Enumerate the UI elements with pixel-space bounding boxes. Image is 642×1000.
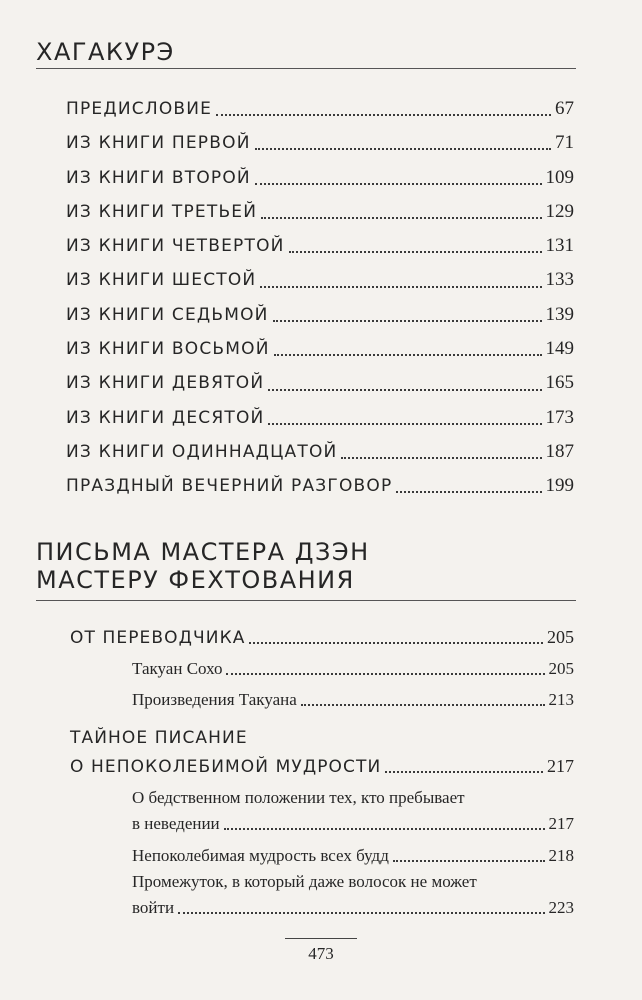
toc-subentry-line1[interactable]: Промежуток, в который даже волосок не может bbox=[132, 872, 477, 891]
page-number-rule bbox=[285, 938, 357, 939]
toc-entry[interactable] bbox=[66, 332, 574, 366]
toc-entry-secret[interactable] bbox=[70, 751, 574, 777]
leader-dots bbox=[260, 286, 541, 288]
toc-subentry[interactable] bbox=[132, 842, 574, 866]
section-rule bbox=[36, 68, 576, 69]
toc-entry-page: 129 bbox=[545, 200, 574, 222]
leader-dots bbox=[261, 217, 541, 219]
toc-entry-page: 133 bbox=[545, 269, 574, 291]
toc-subentry-line1[interactable]: О бедственном положении тех, кто пребывает bbox=[132, 788, 465, 807]
leader-dots bbox=[301, 704, 545, 706]
toc-entry[interactable] bbox=[66, 263, 574, 297]
toc-entry-page: 205 bbox=[547, 627, 574, 647]
toc-entry-title: ОТ ПЕРЕВОДЧИКА bbox=[70, 628, 246, 648]
toc-entry[interactable] bbox=[66, 161, 574, 195]
toc-entry-page: 149 bbox=[545, 338, 574, 360]
toc-entry-page: 131 bbox=[545, 235, 574, 257]
toc-entry-page: 139 bbox=[545, 303, 574, 325]
toc-subentry-page: 205 bbox=[548, 659, 574, 678]
toc-entry-page: 217 bbox=[547, 756, 574, 776]
toc-subentry-title: Такуан Сохо bbox=[132, 659, 223, 678]
toc-entry[interactable] bbox=[66, 469, 574, 503]
leader-dots bbox=[226, 673, 544, 675]
toc-entry[interactable] bbox=[66, 435, 574, 469]
toc-entry-page: 71 bbox=[555, 132, 574, 154]
leader-dots bbox=[255, 148, 551, 150]
toc-entry-title: ИЗ КНИГИ ШЕСТОЙ bbox=[66, 270, 257, 291]
leader-dots bbox=[268, 423, 541, 425]
toc-entry-title: ИЗ КНИГИ ДЕСЯТОЙ bbox=[66, 407, 265, 428]
leader-dots bbox=[255, 183, 542, 185]
toc-subentry-page: 223 bbox=[548, 898, 574, 917]
toc-subentry-title: войти bbox=[132, 898, 175, 917]
toc-entry-title: ИЗ КНИГИ ЧЕТВЕРТОЙ bbox=[66, 236, 285, 257]
toc-subentry-title: Непоколебимая мудрость всех будд bbox=[132, 846, 389, 865]
toc-entry-title: ИЗ КНИГИ ВТОРОЙ bbox=[66, 167, 251, 188]
toc-entry-page: 67 bbox=[555, 98, 574, 119]
toc-subentry[interactable] bbox=[132, 686, 574, 710]
toc-entry-page: 187 bbox=[545, 440, 574, 462]
toc-subentry-page: 217 bbox=[548, 814, 574, 833]
toc-subentry[interactable] bbox=[132, 810, 574, 834]
leader-dots bbox=[385, 771, 543, 773]
leader-dots bbox=[341, 457, 541, 459]
toc-entry[interactable] bbox=[66, 229, 574, 263]
toc-entry-title: ИЗ КНИГИ ДЕВЯТОЙ bbox=[66, 373, 265, 394]
leader-dots bbox=[249, 642, 543, 644]
leader-dots bbox=[224, 828, 545, 830]
section-title-hagakure: ХАГАКУРЭ bbox=[36, 38, 175, 66]
leader-dots bbox=[274, 354, 542, 356]
leader-dots bbox=[393, 860, 545, 862]
leader-dots bbox=[178, 912, 544, 914]
toc-entry-page: 199 bbox=[545, 475, 574, 497]
toc-subentry-title: в неведении bbox=[132, 814, 220, 833]
section-rule bbox=[36, 600, 576, 601]
toc-entry[interactable] bbox=[66, 92, 574, 126]
toc-entry[interactable] bbox=[66, 401, 574, 435]
toc-entry-page: 173 bbox=[545, 406, 574, 428]
page-number: 473 bbox=[308, 944, 334, 963]
toc-entry-title: ИЗ КНИГИ ОДИННАДЦАТОЙ bbox=[66, 441, 338, 462]
toc-entry-page: 109 bbox=[545, 166, 574, 188]
toc-entry-title: ИЗ КНИГИ ВОСЬМОЙ bbox=[66, 339, 270, 360]
toc-subentry-page: 213 bbox=[548, 690, 574, 709]
toc-entry-translator[interactable] bbox=[70, 622, 574, 648]
leader-dots bbox=[396, 491, 541, 493]
leader-dots bbox=[216, 114, 551, 116]
section-title-line: МАСТЕРУ ФЕХТОВАНИЯ bbox=[36, 566, 355, 594]
toc-list-hagakure bbox=[66, 92, 574, 504]
toc-entry[interactable] bbox=[66, 298, 574, 332]
toc-entry-title: ИЗ КНИГИ ПЕРВОЙ bbox=[66, 133, 251, 154]
leader-dots bbox=[289, 251, 542, 253]
leader-dots bbox=[273, 320, 542, 322]
toc-entry[interactable] bbox=[66, 366, 574, 400]
toc-subentry[interactable] bbox=[132, 655, 574, 679]
toc-entry[interactable] bbox=[66, 195, 574, 229]
toc-entry-title: ИЗ КНИГИ ТРЕТЬЕЙ bbox=[66, 201, 258, 222]
toc-entry-title: ИЗ КНИГИ СЕДЬМОЙ bbox=[66, 304, 269, 325]
toc-subentry-page: 218 bbox=[548, 846, 574, 865]
section-title-letters bbox=[36, 538, 584, 594]
toc-entry-secret-line1[interactable]: ТАЙНОЕ ПИСАНИЕ bbox=[70, 728, 248, 748]
section-title-line: ПИСЬМА МАСТЕРА ДЗЭН bbox=[36, 538, 370, 566]
toc-subentry-title: Произведения Такуана bbox=[132, 690, 297, 709]
toc-entry-title: ПРЕДИСЛОВИЕ bbox=[66, 99, 213, 119]
leader-dots bbox=[268, 389, 541, 391]
toc-entry-page: 165 bbox=[545, 372, 574, 394]
toc-entry-title: О НЕПОКОЛЕБИМОЙ МУДРОСТИ bbox=[70, 757, 382, 777]
toc-subentry[interactable] bbox=[132, 894, 574, 918]
toc-entry[interactable] bbox=[66, 126, 574, 160]
toc-entry-title: ПРАЗДНЫЙ ВЕЧЕРНИЙ РАЗГОВОР bbox=[66, 476, 393, 497]
